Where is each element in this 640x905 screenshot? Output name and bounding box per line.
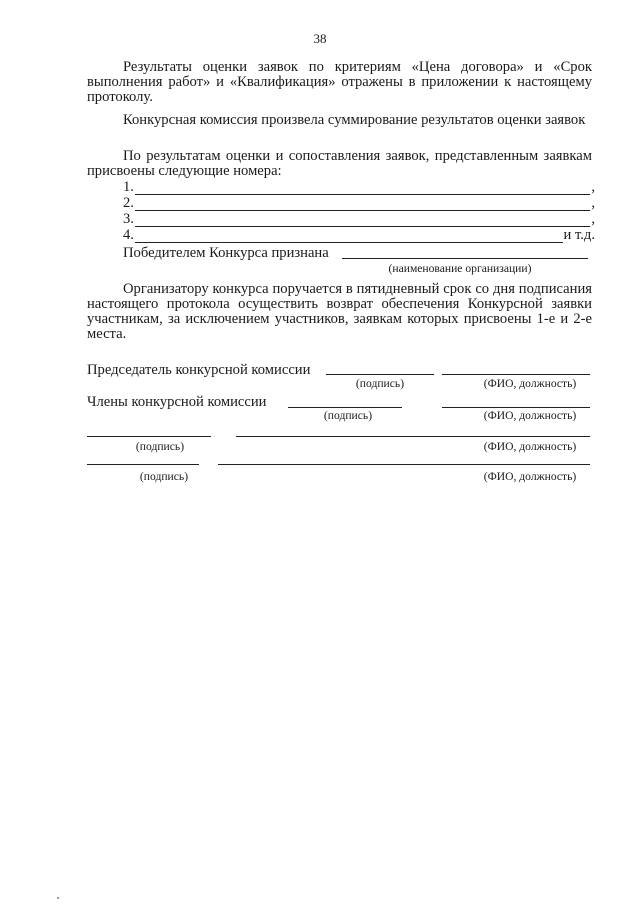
fill-line: [135, 230, 563, 243]
fill-line: [135, 182, 590, 195]
chairman-name-line: [442, 374, 590, 375]
paragraph-evaluation-results: Результаты оценки заявок по критериям «Цена договора» и «Срок выполнения работ» и «Квалификация» отражены в приложении к настоящему протоколу.: [87, 59, 592, 105]
chairman-label: Председатель конкурсной комиссии: [87, 362, 311, 378]
member-3-signature-line: [87, 464, 199, 465]
numbered-line-3: [123, 211, 595, 227]
winner-caption: (наименование организации): [388, 262, 532, 275]
member-3-name-line: [218, 464, 590, 465]
signature-caption: (подпись): [139, 470, 189, 483]
member-1-name-line: [442, 407, 590, 408]
scan-speck: [57, 897, 59, 899]
signature-caption: (подпись): [355, 377, 405, 390]
signature-caption: (подпись): [135, 440, 185, 453]
numbered-line-1: [123, 179, 595, 195]
page-number: 38: [313, 31, 327, 46]
name-caption: (ФИО, должность): [483, 470, 577, 483]
paragraph-deposit-return: Организатору конкурса поручается в пятидневный срок со дня подписания настоящего протокола осуществить возврат обеспечения Конкурсной заявки участникам, за исключением участников, заявкам которых присвоены 1-е и 2-е места.: [87, 281, 592, 342]
name-caption: (ФИО, должность): [483, 409, 577, 422]
member-2-name-line: [236, 436, 590, 437]
fill-line: [135, 214, 590, 227]
line-ending: ,: [591, 179, 595, 195]
line-ending: и т.д.: [563, 227, 595, 243]
line-number: 3.: [123, 211, 134, 227]
member-1-signature-line: [288, 407, 402, 408]
line-number: 4.: [123, 227, 134, 243]
name-caption: (ФИО, должность): [483, 377, 577, 390]
line-number: 2.: [123, 195, 134, 211]
line-number: 1.: [123, 179, 134, 195]
numbered-line-4: [123, 227, 595, 243]
chairman-signature-line: [326, 374, 434, 375]
winner-fill-line: [342, 258, 588, 259]
winner-label: Победителем Конкурса признана: [123, 245, 329, 261]
fill-line: [135, 198, 590, 211]
members-label: Члены конкурсной комиссии: [87, 394, 267, 410]
signature-caption: (подпись): [323, 409, 373, 422]
line-ending: ,: [591, 195, 595, 211]
member-2-signature-line: [87, 436, 211, 437]
name-caption: (ФИО, должность): [483, 440, 577, 453]
numbered-line-2: [123, 195, 595, 211]
line-ending: ,: [591, 211, 595, 227]
paragraph-numbering: По результатам оценки и сопоставления заявок, представленным заявкам присвоены следующие номера:: [87, 148, 592, 179]
paragraph-summation: Конкурсная комиссия произвела суммирование результатов оценки заявок: [123, 112, 586, 128]
